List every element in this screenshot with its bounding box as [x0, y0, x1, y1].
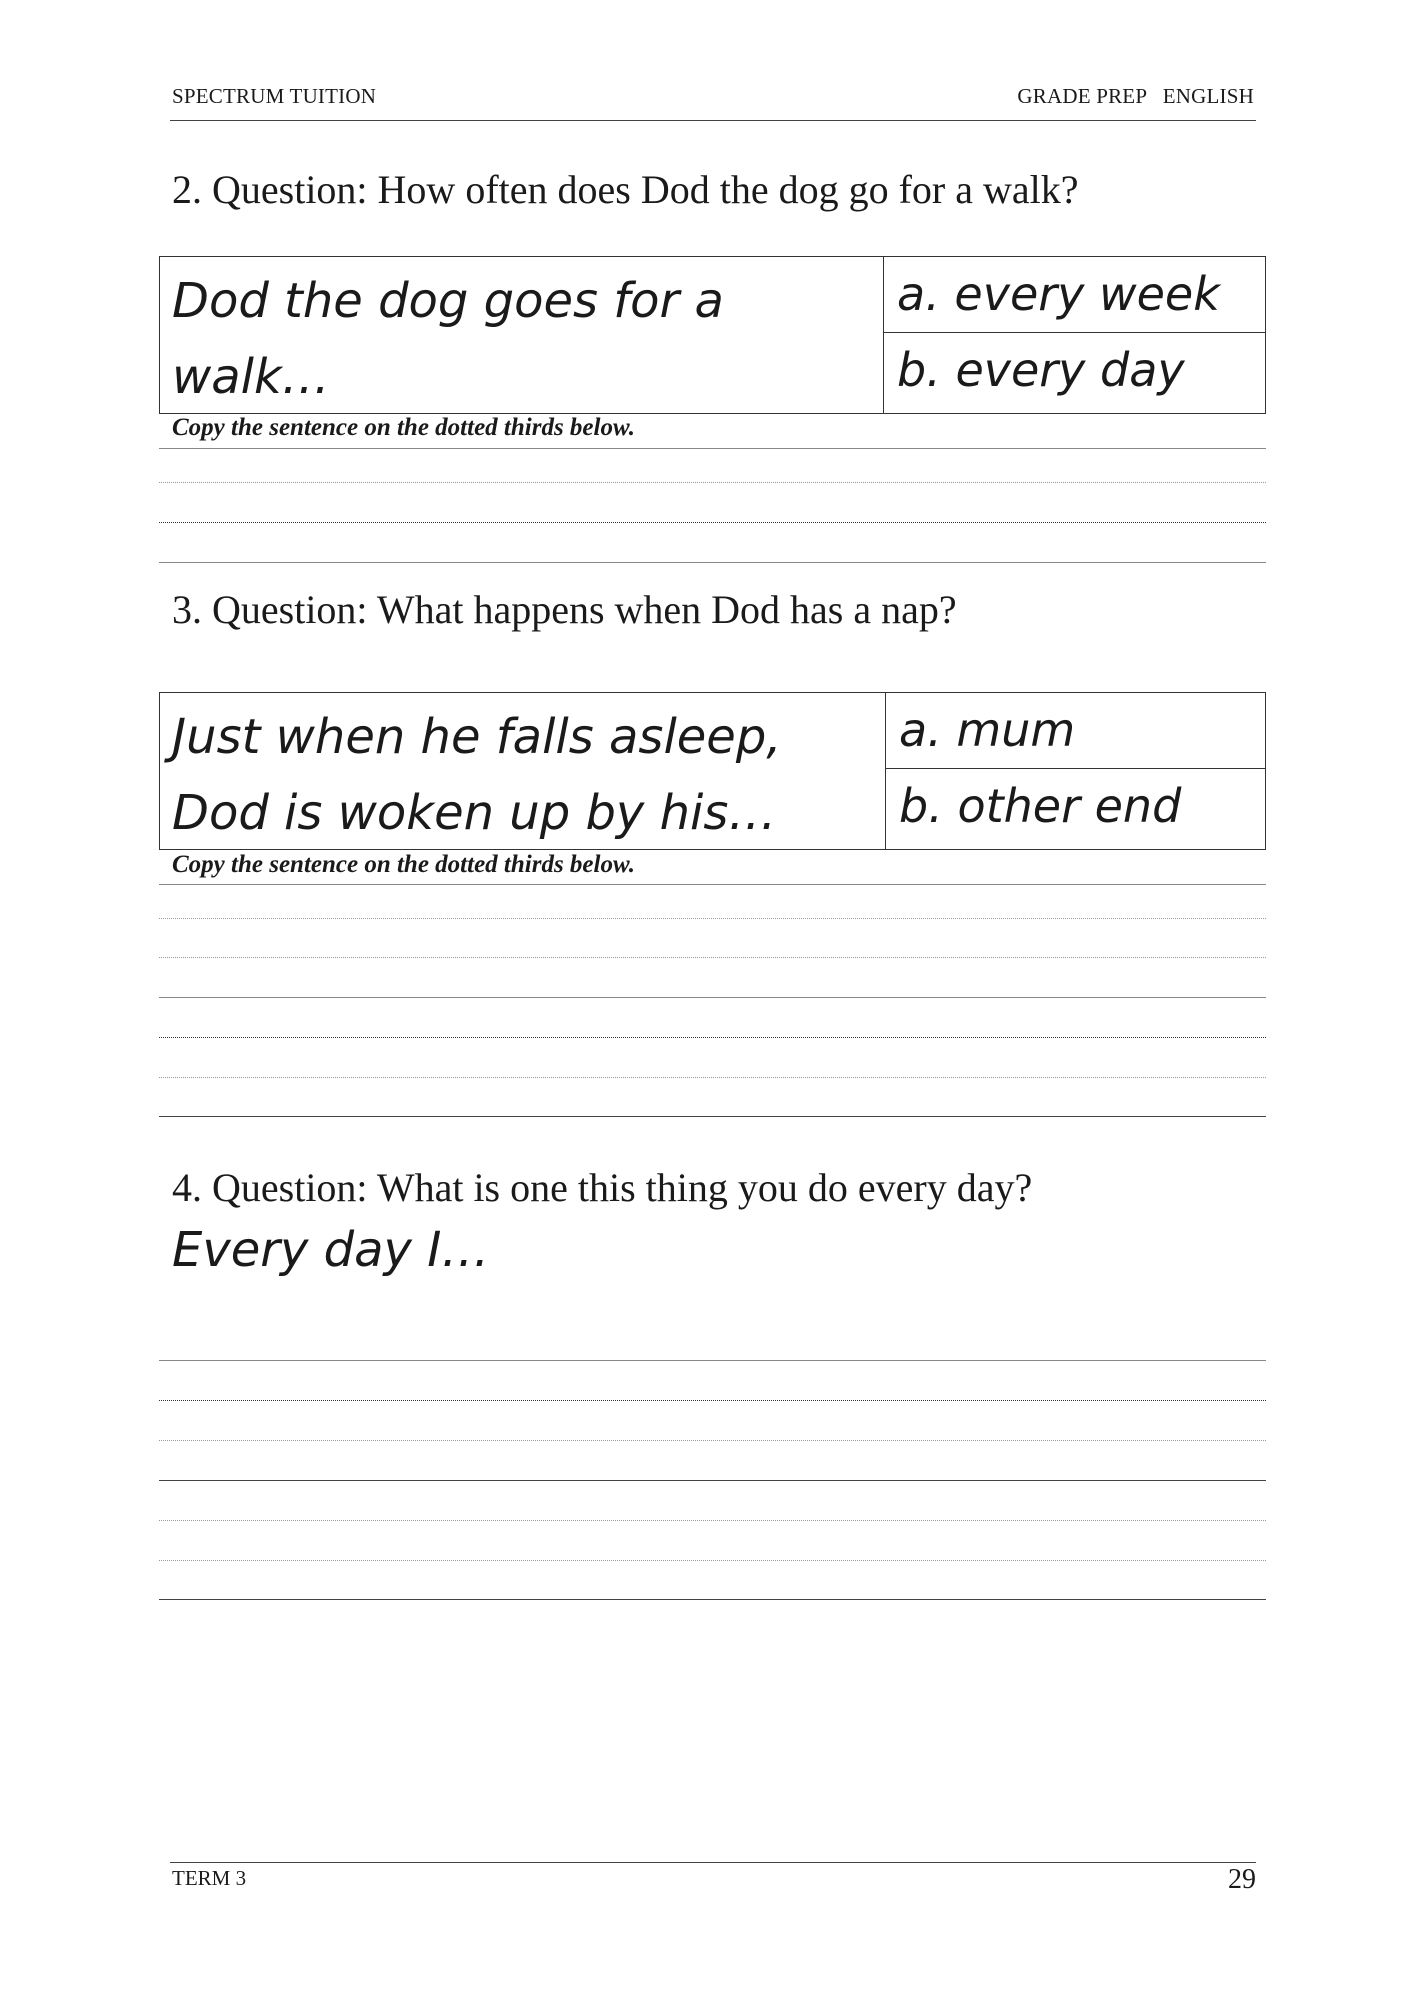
question-3-option-divider — [886, 768, 1265, 769]
question-4-title: 4. Question: What is one this thing you do every day? — [172, 1165, 1033, 1210]
question-3-stem — [160, 693, 886, 849]
question-3-option-b[interactable]: b. other end — [899, 779, 1182, 833]
question-2-option-a[interactable]: a. every week — [897, 267, 1220, 321]
question-3-stem-line-1: Just when he falls asleep, — [172, 709, 782, 765]
question-3-writing-line-1-top — [159, 884, 1266, 885]
question-3-instruction: Copy the sentence on the dotted thirds below. — [172, 851, 635, 878]
question-2-writing-line-dot-1 — [159, 482, 1266, 483]
question-3-writing-line-2-dot-2 — [159, 1077, 1266, 1078]
question-2-instruction: Copy the sentence on the dotted thirds below. — [172, 414, 635, 441]
question-2-writing-line-top — [159, 448, 1266, 449]
question-3-writing-line-base — [159, 1116, 1266, 1117]
question-3-stem-line-2: Dod is woken up by his… — [172, 785, 777, 841]
question-4-writing-line-1-top — [159, 1360, 1266, 1361]
question-3-writing-line-2-dot-1 — [159, 1037, 1266, 1038]
header-divider — [170, 120, 1256, 121]
question-3-writing-line-2-top — [159, 997, 1266, 998]
question-2-option-b[interactable]: b. every day — [897, 343, 1185, 397]
question-2-writing-line-dot-2 — [159, 522, 1266, 523]
footer-divider — [170, 1862, 1256, 1863]
question-2-option-divider — [884, 332, 1265, 333]
question-2-stem — [160, 257, 884, 413]
question-4-writing-line-2-top — [159, 1480, 1266, 1481]
question-3-table — [159, 692, 1266, 850]
question-4-writing-line-2-dot-2 — [159, 1560, 1266, 1561]
question-4-writing-line-2-dot-1 — [159, 1520, 1266, 1521]
question-3-title: 3. Question: What happens when Dod has a nap? — [172, 587, 957, 632]
footer-term: TERM 3 — [172, 1866, 247, 1890]
header-school-name: SPECTRUM TUITION — [172, 84, 377, 108]
question-2-writing-line-base — [159, 562, 1266, 563]
question-2-title: 2. Question: How often does Dod the dog go for a walk? — [172, 167, 1079, 212]
page-number: 29 — [1228, 1864, 1256, 1895]
question-4-writing-line-base — [159, 1599, 1266, 1600]
question-3-writing-line-1-dot-2 — [159, 957, 1266, 958]
question-4-writing-line-1-dot-2 — [159, 1440, 1266, 1441]
question-2-stem-line-1: Dod the dog goes for a — [172, 273, 724, 329]
question-3-writing-line-1-dot-1 — [159, 918, 1266, 919]
question-2-stem-line-2: walk… — [172, 349, 330, 405]
question-2-table — [159, 256, 1266, 414]
question-3-option-a[interactable]: a. mum — [899, 703, 1076, 757]
header-grade-subject: GRADE PREP ENGLISH — [1017, 84, 1254, 108]
question-4-answer-stem: Every day I… — [172, 1222, 490, 1278]
question-4-writing-line-1-dot-1 — [159, 1400, 1266, 1401]
